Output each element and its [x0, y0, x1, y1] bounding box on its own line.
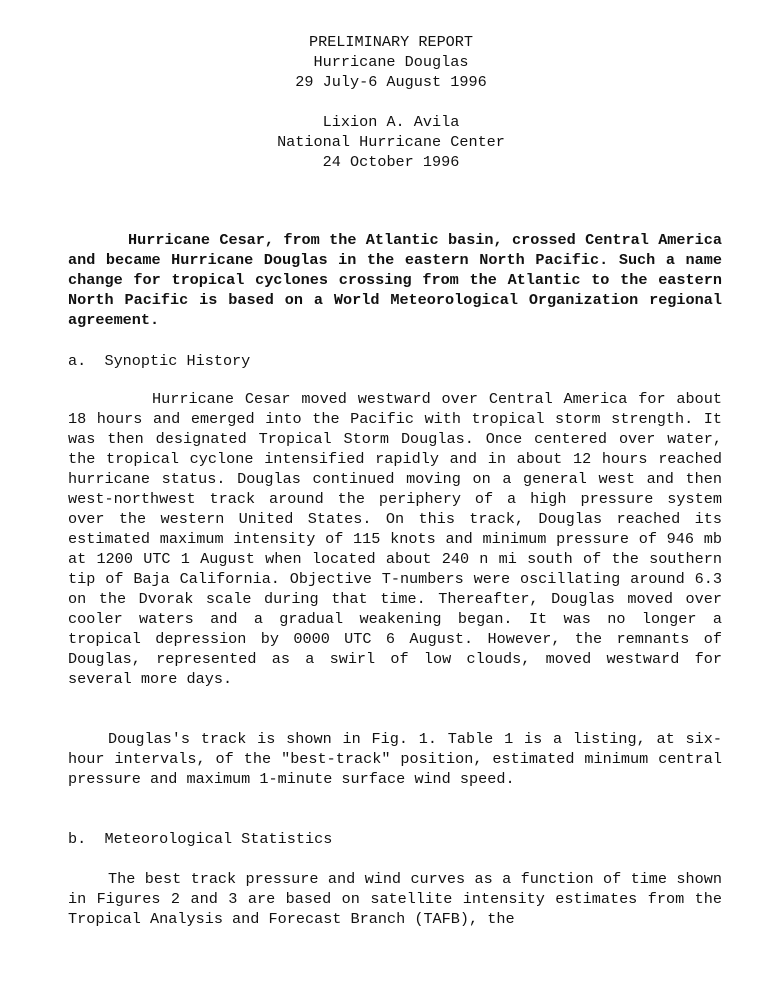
organization-name: National Hurricane Center [277, 133, 505, 151]
section-b-heading: b. Meteorological Statistics [68, 830, 333, 848]
report-type: PRELIMINARY REPORT [308, 33, 474, 51]
report-header [0, 32, 758, 172]
meteorological-statistics-paragraph: The best track pressure and wind curves as a function of time shown in Figures 2 and 3 are based on satellite intensity estimates from the Tropical Analysis and Forecast Branch (TAFB), the [68, 870, 722, 928]
intro-paragraph: Hurricane Cesar, from the Atlantic basin, crossed Central America and became Hurricane Douglas in the eastern North Pacific. Such a name change for tropical cyclones crossing from the Atlantic to the eastern North Pacific is based on a World Meteorological Organization regional agreement. [68, 231, 722, 329]
author-name: Lixion A. Avila [322, 113, 460, 131]
section-a-heading: a. Synoptic History [68, 352, 251, 370]
track-paragraph: Douglas's track is shown in Fig. 1. Table 1 is a listing, at six-hour intervals, of the "best-track" position, estimated minimum central pressure and maximum 1-minute surface wind speed. [68, 730, 722, 788]
storm-dates: 29 July-6 August 1996 [295, 73, 487, 91]
synoptic-history-paragraph: Hurricane Cesar moved westward over Central America for about 18 hours and emerged into the Pacific with tropical storm strength. It was then designated Tropical Storm Douglas. Once centered over water, the tropical cyclone intensified rapidly and in about 12 hours reached hurricane status. Douglas continued moving on a general west and then west-northwest track around the periphery of a high pressure system over the western United States. On this track, Douglas reached its estimated maximum intensity of 115 knots and minimum pressure of 946 mb at 1200 UTC 1 August when located about 240 n mi south of the southern tip of Baja California. Objective T-numbers were oscillating around 6.3 on the Dvorak scale during that time. Thereafter, Douglas moved over cooler waters and a gradual weakening began. It was no longer a tropical depression by 0000 UTC 6 August. However, the remnants of Douglas, represented as a swirl of low clouds, moved westward for several more days. [68, 390, 722, 688]
header-spacer [0, 92, 758, 112]
storm-name: Hurricane Douglas [313, 53, 469, 71]
report-date: 24 October 1996 [322, 153, 460, 171]
